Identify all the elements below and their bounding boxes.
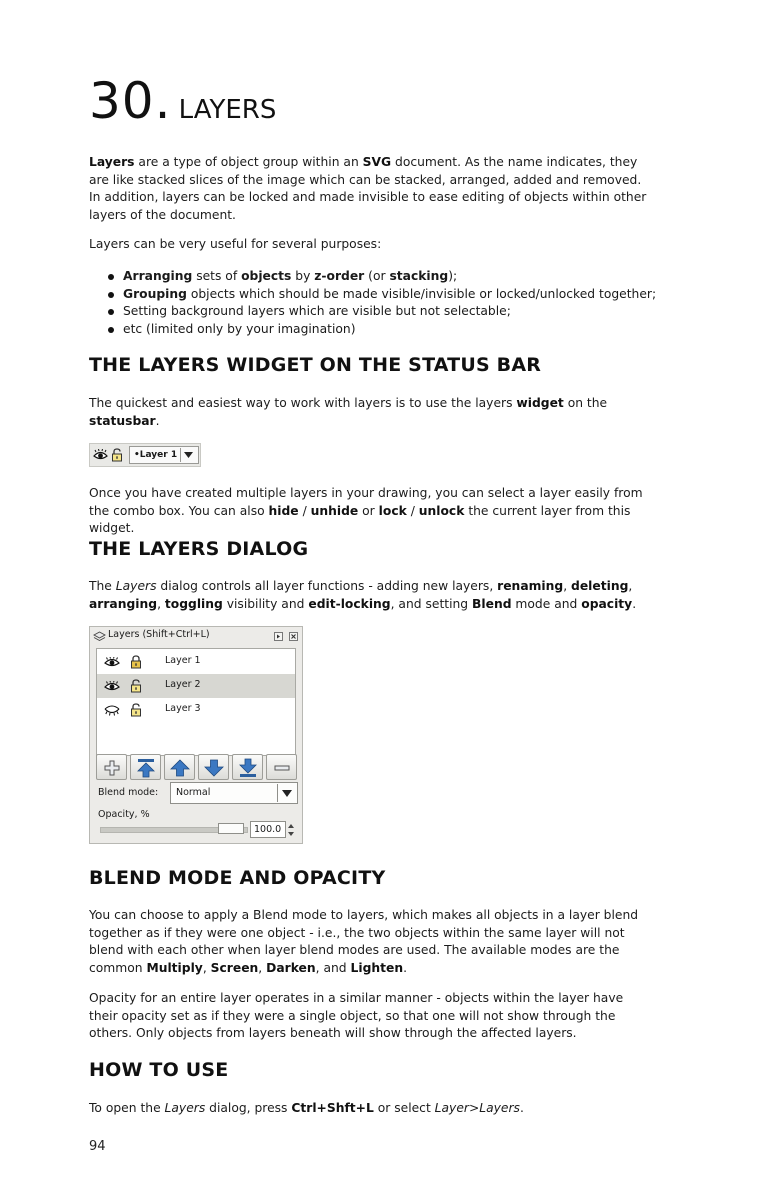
term: arranging [89, 596, 158, 611]
text-run: mode and [511, 596, 582, 611]
text-run: objects which should be made visible/invisible or locked/unlocked together; [186, 286, 657, 301]
term-layers: Layers [89, 155, 135, 169]
layer-row-1[interactable] [97, 650, 295, 674]
layers-dialog [89, 626, 303, 844]
combo-divider [180, 448, 181, 462]
text-run: visibility and [222, 596, 309, 611]
text-run: on the [563, 396, 608, 410]
term: statusbar [89, 413, 156, 428]
menu-path: Layer>Layers [434, 1101, 520, 1115]
text-run: / [406, 503, 419, 518]
term: hide [268, 503, 299, 518]
minus-icon [272, 758, 292, 778]
chapter-number: 30. [89, 72, 172, 130]
lower-to-bottom-icon [238, 758, 258, 778]
delete-layer-button[interactable] [266, 754, 297, 780]
term: unhide [310, 503, 359, 518]
arrow-up-icon [170, 758, 190, 778]
chapter-heading [89, 72, 276, 130]
section-heading-howto: HOW TO USE [89, 1059, 229, 1081]
layer-select-combo[interactable] [129, 446, 199, 464]
term: deleting [571, 579, 629, 593]
term: widget [516, 396, 564, 410]
intro-paragraph [89, 154, 649, 224]
text-run: (or [364, 269, 390, 283]
text-run: , [628, 579, 633, 593]
term: Arranging [123, 269, 193, 283]
raise-to-top-icon [136, 758, 156, 778]
chevron-down-icon [184, 452, 193, 458]
lock-open-icon[interactable] [130, 679, 142, 693]
text-run: dialog, press [205, 1101, 292, 1115]
text-run: are a type of object group within an [134, 155, 363, 169]
section-heading-statusbar: THE LAYERS WIDGET ON THE STATUS BAR [89, 354, 542, 376]
text-run: . [519, 1101, 524, 1115]
text-run: . [155, 413, 160, 428]
term: z-order [314, 269, 365, 283]
term: lock [378, 503, 407, 518]
bullet-icon [108, 274, 114, 280]
text-run: / [298, 503, 311, 518]
blend-mode-label: Blend mode: [98, 787, 159, 798]
text-run: dialog controls all layer functions - adding new layers, [156, 579, 498, 593]
eye-icon[interactable] [93, 449, 108, 461]
text-run: , [258, 960, 267, 975]
text-run: The [89, 579, 116, 593]
bullet-icon [108, 309, 114, 315]
text-run: , [563, 579, 572, 593]
term: edit-locking [308, 596, 391, 611]
term: Multiply [146, 960, 203, 975]
lower-to-bottom-button[interactable] [232, 754, 263, 780]
lock-closed-icon[interactable] [130, 655, 142, 669]
dialog-close-button[interactable] [289, 632, 298, 641]
text-run: . [403, 960, 408, 975]
raise-to-top-button[interactable] [130, 754, 161, 780]
raise-layer-button[interactable] [164, 754, 195, 780]
layers-icon [93, 631, 106, 642]
layer-row-3[interactable] [97, 698, 295, 722]
opacity-slider-handle[interactable] [218, 823, 244, 834]
text-run: , [202, 960, 211, 975]
opacity-paragraph: Opacity for an entire layer operates in a similar manner - objects within the layer have their opacity set as if they were a single object, so that one will not show through the others. Only objects from layers beneath will show through the affected layers. [89, 991, 624, 1040]
list-item [106, 303, 666, 321]
text-run: , and setting [390, 596, 473, 611]
text-run: You can choose to apply a Blend mode to layers, which makes all objects in a layer blend together as if they were one object - i.e., the two objects within the same layer will not blend with each other when layer blend modes are used. The available modes are the common [89, 908, 639, 975]
statusbar-layer-widget [89, 443, 201, 467]
lock-open-icon[interactable] [111, 448, 123, 462]
layer-name: Layer 3 [165, 703, 201, 714]
text-run: Once you have created multiple layers in your drawing, you can select a layer easily from the combo box. You can also [89, 486, 643, 518]
term: renaming [497, 579, 564, 593]
text-run: or select [373, 1101, 435, 1115]
combo-divider [277, 784, 278, 802]
lock-open-icon[interactable] [130, 703, 142, 717]
term: Grouping [123, 286, 187, 301]
opacity-spin-arrows[interactable] [288, 822, 294, 840]
blend-mode-select[interactable] [170, 782, 298, 804]
close-icon [290, 633, 297, 640]
text-run: To open the [89, 1101, 165, 1115]
term: objects [241, 269, 292, 283]
purposes-intro: Layers can be very useful for several purposes: [89, 237, 382, 251]
layers-toolbar [96, 754, 298, 782]
shortcut: Ctrl+Shft+L [291, 1101, 374, 1115]
statusbar-paragraph [89, 395, 649, 430]
text-run: . [632, 596, 637, 611]
term: Screen [210, 960, 259, 975]
term: Lighten [350, 960, 404, 975]
text-run: by [291, 269, 315, 283]
text-run: The quickest and easiest way to work with layers is to use the layers [89, 396, 517, 410]
text-run: , and [315, 960, 351, 975]
opacity-spinbox[interactable] [250, 821, 286, 838]
text-run: Setting background layers which are visible but not selectable; [123, 304, 511, 318]
spin-updown-icon [288, 822, 294, 838]
eye-icon[interactable] [104, 681, 120, 692]
arrow-down-icon [204, 758, 224, 778]
text-run: , [157, 596, 165, 611]
triangle-right-icon [275, 633, 282, 640]
list-item [106, 286, 666, 304]
text-run: etc (limited only by your imagination) [123, 321, 356, 336]
opacity-value: 100.0 [254, 824, 282, 835]
dialog-title: Layers (Shift+Ctrl+L) [108, 629, 210, 640]
howto-paragraph [89, 1100, 649, 1118]
current-layer-label: •Layer 1 [134, 450, 178, 460]
term-italic: Layers [164, 1101, 206, 1115]
term-svg: SVG [362, 155, 392, 169]
term: stacking [389, 269, 449, 283]
term: Blend [472, 596, 512, 611]
layer-name: Layer 2 [165, 679, 201, 690]
bullet-icon [108, 292, 114, 298]
page-number: 94 [89, 1139, 106, 1154]
list-item [106, 321, 666, 339]
blend-mode-value: Normal [176, 787, 211, 798]
layers-list [96, 648, 296, 756]
opacity-label: Opacity, % [98, 809, 150, 820]
text-run: document. As the name indicates, they are like stacked slices of the image which can be stacked, arranged, added and removed. In addition, layers can be locked and made invisible to ease editing of objects within other layers of the document. [89, 155, 647, 222]
section-heading-dialog: THE LAYERS DIALOG [89, 538, 309, 560]
eye-closed-icon[interactable] [104, 705, 120, 716]
lower-layer-button[interactable] [198, 754, 229, 780]
dialog-menu-button[interactable] [274, 632, 283, 641]
dialog-paragraph [89, 578, 649, 613]
term: toggling [164, 596, 223, 611]
blend-paragraph [89, 907, 649, 977]
text-run: or [358, 503, 379, 518]
layer-row-2[interactable] [97, 674, 295, 698]
term: unlock [418, 503, 465, 518]
term: opacity [581, 596, 633, 611]
term: Darken [266, 960, 316, 975]
text-run: ); [448, 269, 458, 283]
text-run: sets of [192, 269, 242, 283]
list-item [106, 268, 666, 286]
statusbar-usage-paragraph [89, 485, 649, 538]
text-run: the current layer from this widget. [89, 503, 631, 535]
purposes-list [106, 268, 666, 338]
section-heading-blend: BLEND MODE AND OPACITY [89, 867, 386, 889]
add-layer-button[interactable] [96, 754, 127, 780]
bullet-icon [108, 327, 114, 333]
eye-icon[interactable] [104, 657, 120, 668]
chevron-down-icon [282, 790, 292, 797]
term-italic: Layers [115, 579, 157, 593]
chapter-title: LAYERS [178, 95, 277, 125]
layer-name: Layer 1 [165, 655, 201, 666]
plus-icon [102, 758, 122, 778]
